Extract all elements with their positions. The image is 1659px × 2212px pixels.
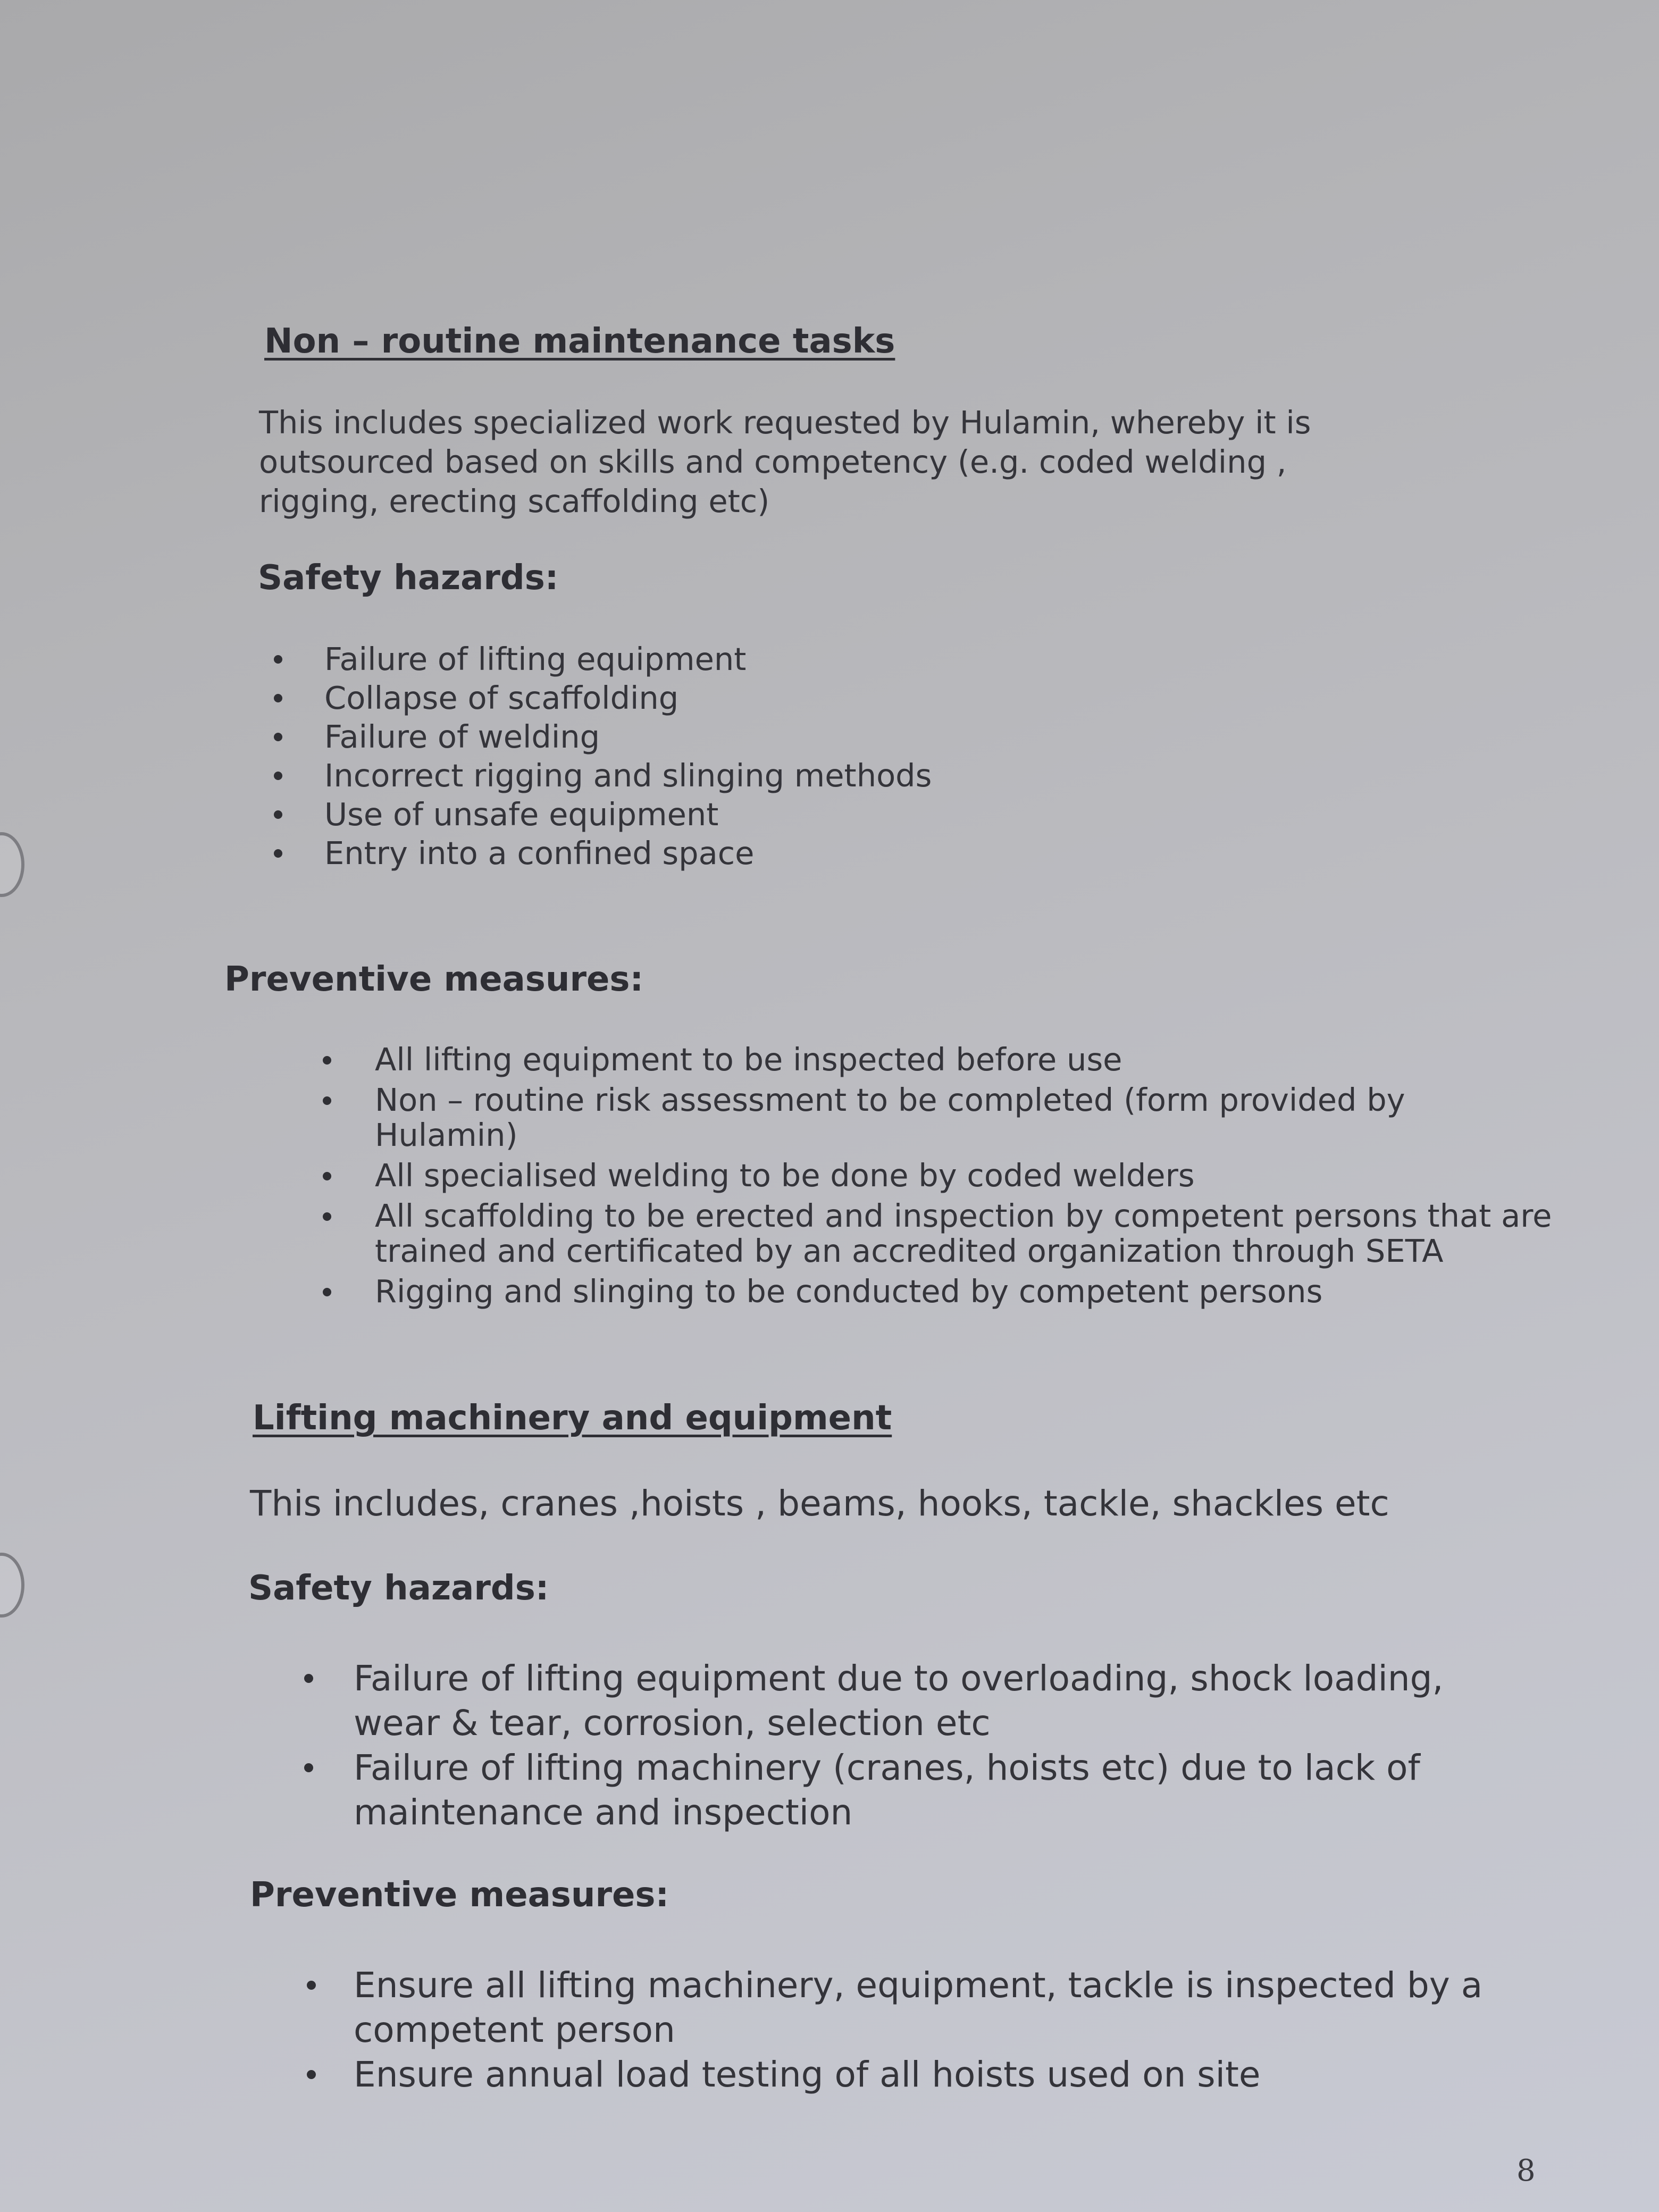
page-number: 8	[1516, 2154, 1536, 2188]
bullet-icon	[304, 1674, 313, 1683]
bullet-icon	[274, 772, 282, 780]
bullet-icon	[323, 1212, 331, 1221]
list-item: Failure of lifting equipment due to overloading, shock loading, wear & tear, corrosion, selection etc	[298, 1656, 1537, 1746]
list-item: All lifting equipment to be inspected before use	[316, 1042, 1555, 1077]
bullet-icon	[274, 810, 282, 819]
intro-line: rigging, erecting scaffolding etc)	[259, 483, 770, 520]
bullet-icon	[323, 1172, 331, 1180]
bullet-icon	[323, 1056, 331, 1065]
intro-line: outsourced based on skills and competency (e.g. coded welding ,	[259, 443, 1287, 480]
bullet-icon	[274, 849, 282, 858]
bullet-icon	[323, 1096, 331, 1105]
list-item: All specialised welding to be done by coded welders	[316, 1158, 1555, 1193]
list-item: Collapse of scaffolding	[269, 678, 1066, 717]
list-item: Ensure annual load testing of all hoists used on site	[300, 2052, 1539, 2097]
bullet-icon	[304, 1763, 313, 1772]
bullet-icon	[274, 694, 282, 702]
list-item: Non – routine risk assessment to be completed (form provided by Hulamin)	[316, 1083, 1555, 1153]
list-item: Entry into a confined space	[269, 834, 1066, 873]
bullet-icon	[274, 655, 282, 664]
bullet-icon	[323, 1288, 331, 1296]
preventive-measures-heading: Preventive measures:	[250, 1875, 669, 1915]
intro-paragraph-lifting: This includes, cranes ,hoists , beams, hooks, tackle, shackles etc	[250, 1483, 1389, 1524]
list-item: Ensure all lifting machinery, equipment, tackle is inspected by a competent person	[300, 1963, 1539, 2052]
punch-hole-mark	[0, 1553, 24, 1618]
safety-hazards-heading: Safety hazards:	[248, 1569, 549, 1608]
safety-hazards-list	[298, 1656, 1537, 1835]
intro-line: This includes specialized work requested by Hulamin, whereby it is	[259, 404, 1311, 441]
bullet-icon	[274, 733, 282, 741]
preventive-measures-list	[316, 1042, 1555, 1314]
preventive-measures-heading: Preventive measures:	[224, 960, 644, 999]
section-heading-non-routine: Non – routine maintenance tasks	[264, 322, 895, 361]
preventive-measures-list	[300, 1963, 1539, 2097]
punch-hole-mark	[0, 832, 24, 897]
list-item: Failure of lifting machinery (cranes, hoists etc) due to lack of maintenance and inspection	[298, 1746, 1537, 1835]
section-heading-lifting-machinery: Lifting machinery and equipment	[253, 1398, 892, 1438]
safety-hazards-list	[269, 640, 1066, 873]
list-item: Use of unsafe equipment	[269, 795, 1066, 834]
safety-hazards-heading: Safety hazards:	[258, 558, 559, 598]
list-item: Incorrect rigging and slinging methods	[269, 756, 1066, 795]
bullet-icon	[307, 1981, 316, 1990]
bullet-icon	[307, 2070, 316, 2079]
intro-paragraph-non-routine	[259, 403, 1482, 521]
list-item: All scaffolding to be erected and inspection by competent persons that are trained and certificated by an accredited organization through SETA	[316, 1199, 1555, 1269]
list-item: Rigging and slinging to be conducted by competent persons	[316, 1274, 1555, 1309]
list-item: Failure of welding	[269, 717, 1066, 756]
list-item: Failure of lifting equipment	[269, 640, 1066, 678]
